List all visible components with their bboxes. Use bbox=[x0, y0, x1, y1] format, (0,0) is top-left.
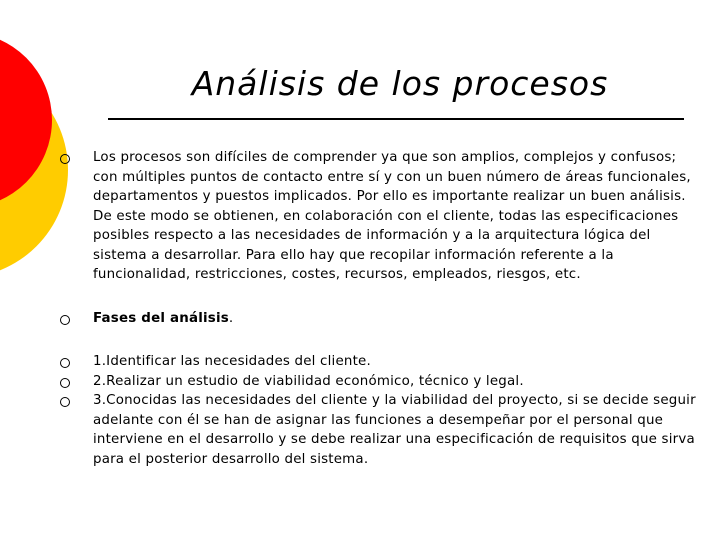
title-underline bbox=[108, 118, 684, 120]
circle-bullet-icon bbox=[60, 315, 70, 325]
circle-bullet-icon bbox=[60, 358, 70, 368]
circle-bullet-icon bbox=[60, 378, 70, 388]
list-item bbox=[60, 352, 700, 372]
list-item bbox=[60, 309, 700, 329]
circle-bullet-icon bbox=[60, 154, 70, 164]
item-text: 2.Realizar un estudio de viabilidad económico, técnico y legal. bbox=[93, 373, 524, 389]
slide-body bbox=[60, 148, 700, 469]
list-item bbox=[60, 148, 700, 285]
item-suffix: . bbox=[228, 310, 234, 326]
list-item bbox=[60, 391, 700, 469]
item-bold-text: Fases del análisis bbox=[93, 310, 229, 326]
item-text: 3.Conocidas las necesidades del cliente y la viabilidad del proyecto, si se decide seguir adelante con él se han de asignar las funciones a desempeñar por el personal que interviene en el desarrollo y se debe realizar una especificación de requisitos que sirva para el posterior desarrollo del sistema. bbox=[93, 393, 696, 467]
circle-bullet-icon bbox=[60, 397, 70, 407]
item-text: Los procesos son difíciles de comprender ya que son amplios, complejos y confusos; con múltiples puntos de contacto entre sí y con un buen número de áreas funcionales, departamentos y puestos implicados. Por ello es importante realizar un buen análisis. De este modo se obtienen, en colaboración con el cliente, todas las especificaciones posibles respecto a las necesidades de información y a la arquitectura lógica del sistema a desarrollar. Para ello hay que recopilar información referente a la funcionalidad, restricciones, costes, recursos, empleados, riesgos, etc. bbox=[93, 150, 691, 282]
slide-title: Análisis de los procesos bbox=[191, 64, 609, 103]
item-text: 1.Identificar las necesidades del cliente. bbox=[93, 354, 371, 369]
list-item bbox=[60, 372, 700, 392]
